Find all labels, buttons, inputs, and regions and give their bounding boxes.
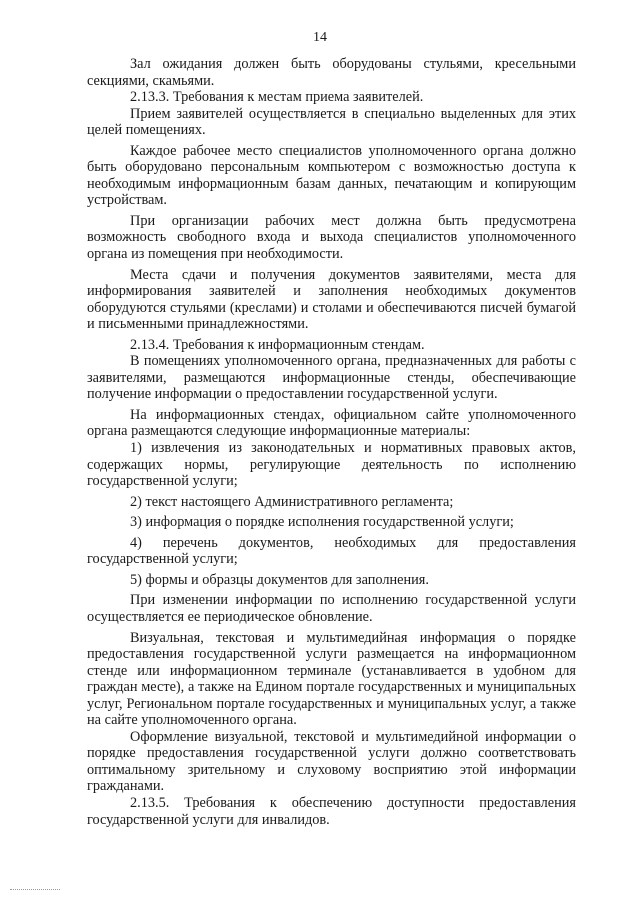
paragraph-access: При организации рабочих мест должна быть предусмотрена возможность свободного входа и выхода специалистов уполномоченного органа из помещения при необходимости. — [87, 212, 576, 263]
paragraph-visual-info: Визуальная, текстовая и мультимедийная информация о порядке предоставления государственной услуги размещается на информационном стенде или информационном терминале (устанавливается в удобном для граждан месте), а также на Едином портале государственных и муниципальных услуг, Региональном портале государственных и муниципальных услуг, а также на сайте уполномоченного органа. — [87, 629, 576, 729]
list-item-1: 1) извлечения из законодательных и нормативных правовых актов, содержащих нормы, регулирующие деятельность по исполнению государственной услуги; — [87, 440, 576, 490]
paragraph-info-materials: На информационных стендах, официальном сайте уполномоченного органа размещаются следующие информационные материалы: — [87, 406, 576, 440]
section-heading-2-13-5: 2.13.5. Требования к обеспечению доступности предоставления государственной услуги для инвалидов. — [87, 794, 576, 828]
paragraph-reception: Прием заявителей осуществляется в специально выделенных для этих целей помещениях. — [87, 105, 576, 139]
section-heading-2-13-3: 2.13.3. Требования к местам приема заявителей. — [130, 89, 424, 106]
list-item-5: 5) формы и образцы документов для заполнения. — [130, 571, 429, 588]
document-body — [87, 56, 576, 828]
scan-edge-mark — [10, 889, 60, 891]
list-item-3: 3) информация о порядке исполнения государственной услуги; — [130, 514, 514, 531]
paragraph-waiting-room: Зал ожидания должен быть оборудованы стульями, кресельными секциями, скамьями. — [87, 56, 576, 89]
list-item-2: 2) текст настоящего Административного регламента; — [130, 493, 454, 510]
section-heading-2-13-4: 2.13.4. Требования к информационным стендам. — [130, 336, 425, 353]
paragraph-design: Оформление визуальной, текстовой и мультимедийной информации о порядке предоставления государственной услуги должно соответствовать оптимальному зрительному и слуховому восприятию этой информации гражданами. — [87, 728, 576, 795]
paragraph-workplace: Каждое рабочее место специалистов уполномоченного органа должно быть оборудовано персональным компьютером с возможностью доступа к необходимым информационным базам данных, печатающим и копирующим устройствам. — [87, 142, 576, 209]
page-number: 14 — [313, 30, 327, 45]
list-item-4: 4) перечень документов, необходимых для предоставления государственной услуги; — [87, 534, 576, 568]
paragraph-info-stands: В помещениях уполномоченного органа, предназначенных для работы с заявителями, размещаются информационные стенды, обеспечивающие получение информации о предоставлении государственной услуги. — [87, 353, 576, 403]
paragraph-document-places: Места сдачи и получения документов заявителями, места для информирования заявителей и заполнения необходимых документов оборудуются стульями (креслами) и столами и обеспечиваются писчей бумагой и письменными принадлежностями. — [87, 266, 576, 333]
paragraph-updates: При изменении информации по исполнению государственной услуги осуществляется ее периодическое обновление. — [87, 592, 576, 625]
